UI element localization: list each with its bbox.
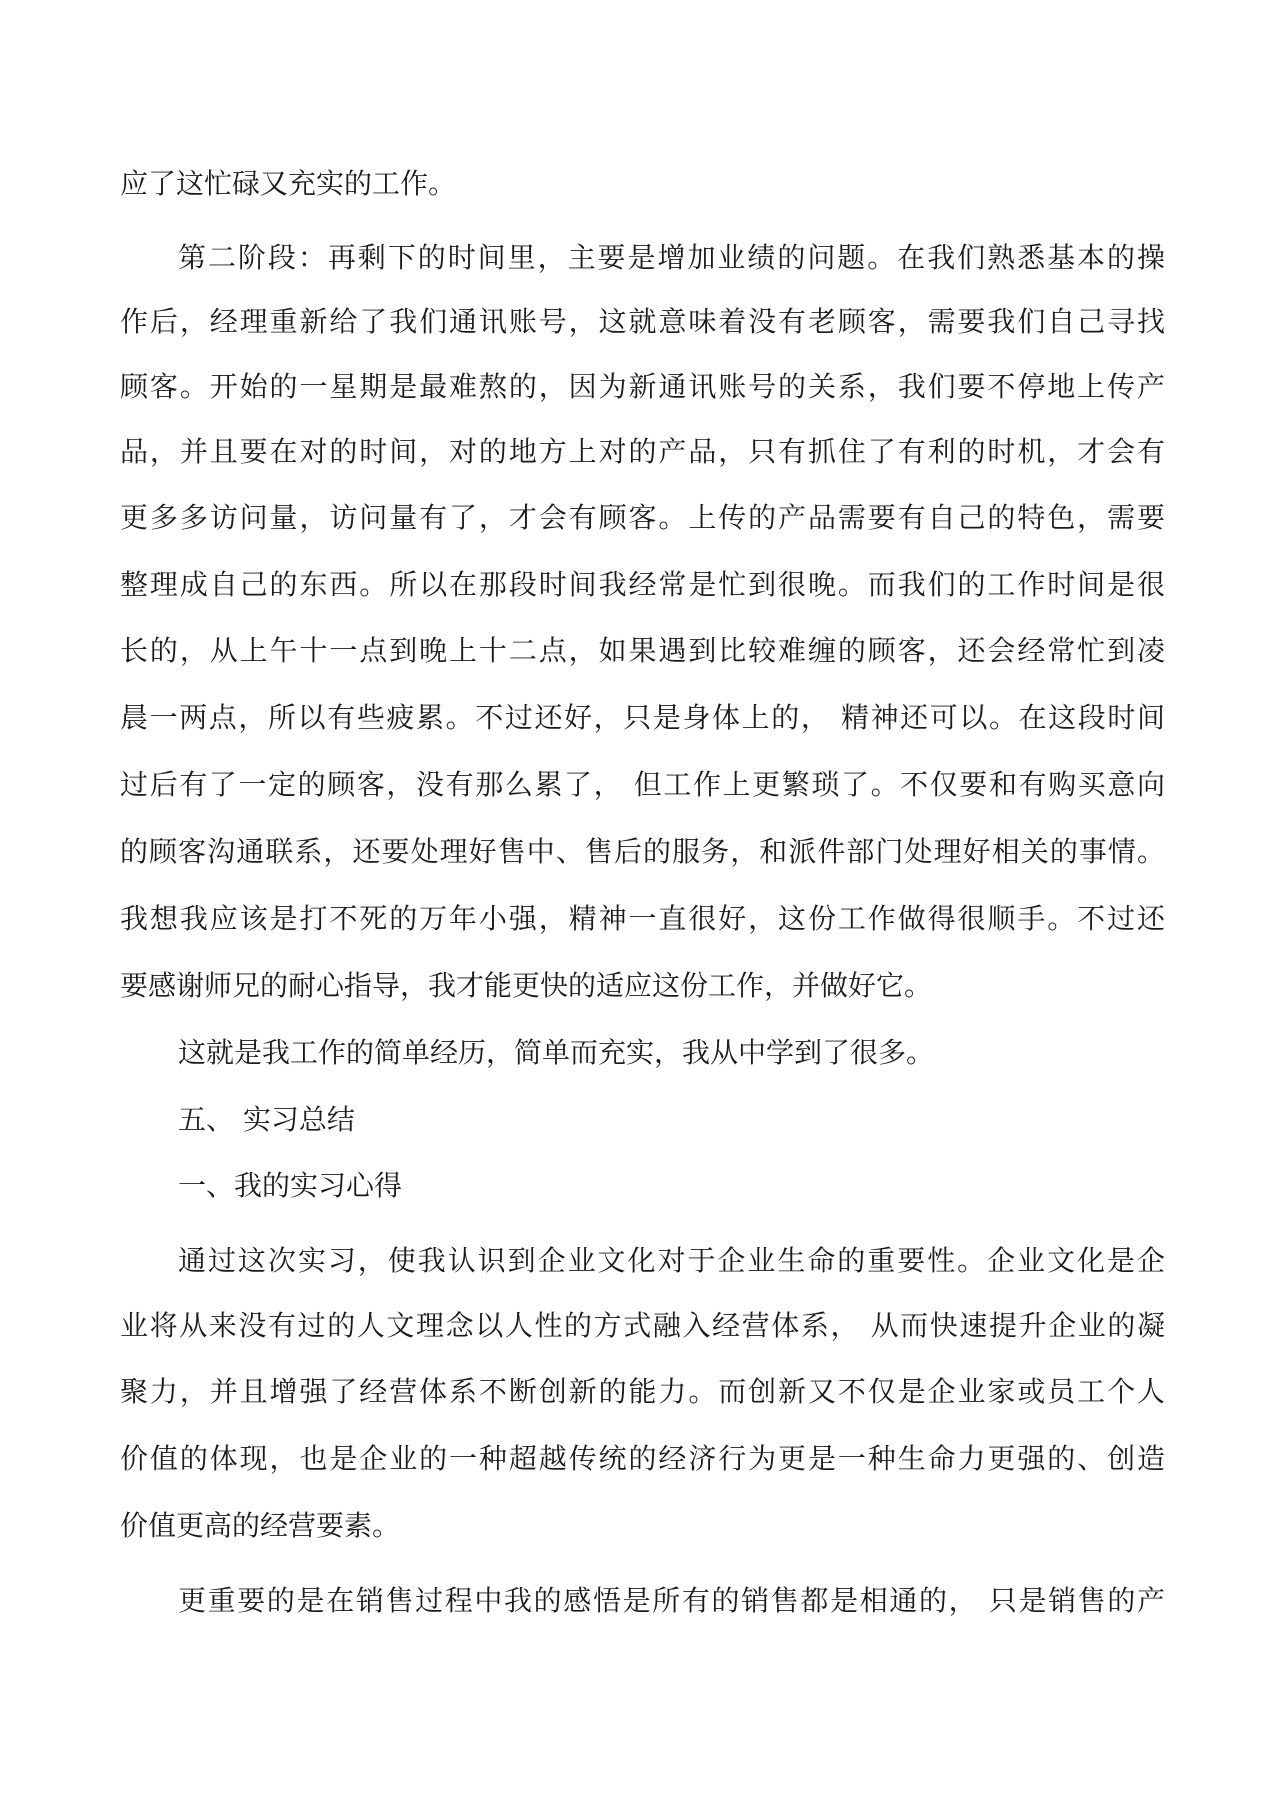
text-line: 的顾客沟通联系，还要处理好售中、售后的服务，和派件部门处理好相关的事情。	[120, 835, 1165, 868]
text-line: 晨一两点，所以有些疲累。不过还好，只是身体上的， 精神还可以。在这段时间	[120, 701, 1165, 734]
text-line: 业将从来没有过的人文理念以人性的方式融入经营体系， 从而快速提升企业的凝	[120, 1309, 1165, 1342]
text-line: 作后，经理重新给了我们通讯账号，这就意味着没有老顾客，需要我们自己寻找	[120, 305, 1165, 338]
text-line: 通过这次实习，使我认识到企业文化对于企业生命的重要性。企业文化是企	[178, 1244, 1165, 1277]
text-line: 过后有了一定的顾客，没有那么累了， 但工作上更繁琐了。不仅要和有购买意向	[120, 768, 1165, 801]
section-heading: 五、 实习总结	[178, 1103, 355, 1136]
text-line: 整理成自己的东西。所以在那段时间我经常是忙到很晚。而我们的工作时间是很	[120, 568, 1165, 601]
text-line: 更多多访问量，访问量有了，才会有顾客。上传的产品需要有自己的特色，需要	[120, 501, 1165, 534]
text-line: 顾客。开始的一星期是最难熬的，因为新通讯账号的关系，我们要不停地上传产	[120, 370, 1165, 403]
text-line: 我想我应该是打不死的万年小强，精神一直很好，这份工作做得很顺手。不过还	[120, 902, 1165, 935]
text-line: 价值的体现，也是企业的一种超越传统的经济行为更是一种生命力更强的、创造	[120, 1442, 1165, 1475]
text-line: 聚力，并且增强了经营体系不断创新的能力。而创新又不仅是企业家或员工个人	[120, 1375, 1165, 1408]
text-line: 品，并且要在对的时间，对的地方上对的产品，只有抓住了有利的时机，才会有	[120, 435, 1165, 468]
text-line: 更重要的是在销售过程中我的感悟是所有的销售都是相通的， 只是销售的产	[178, 1584, 1165, 1617]
text-line: 长的，从上午十一点到晚上十二点，如果遇到比较难缠的顾客，还会经常忙到凌	[120, 634, 1165, 667]
text-line: 第二阶段：再剩下的时间里，主要是增加业绩的问题。在我们熟悉基本的操	[178, 241, 1165, 274]
text-line: 应了这忙碌又充实的工作。	[120, 167, 457, 200]
subsection-heading: 一、我的实习心得	[178, 1169, 403, 1202]
text-line: 要感谢师兄的耐心指导，我才能更快的适应这份工作，并做好它。	[120, 969, 933, 1002]
text-line: 这就是我工作的简单经历，简单而充实，我从中学到了很多。	[178, 1036, 935, 1069]
text-line: 价值更高的经营要素。	[120, 1509, 401, 1542]
